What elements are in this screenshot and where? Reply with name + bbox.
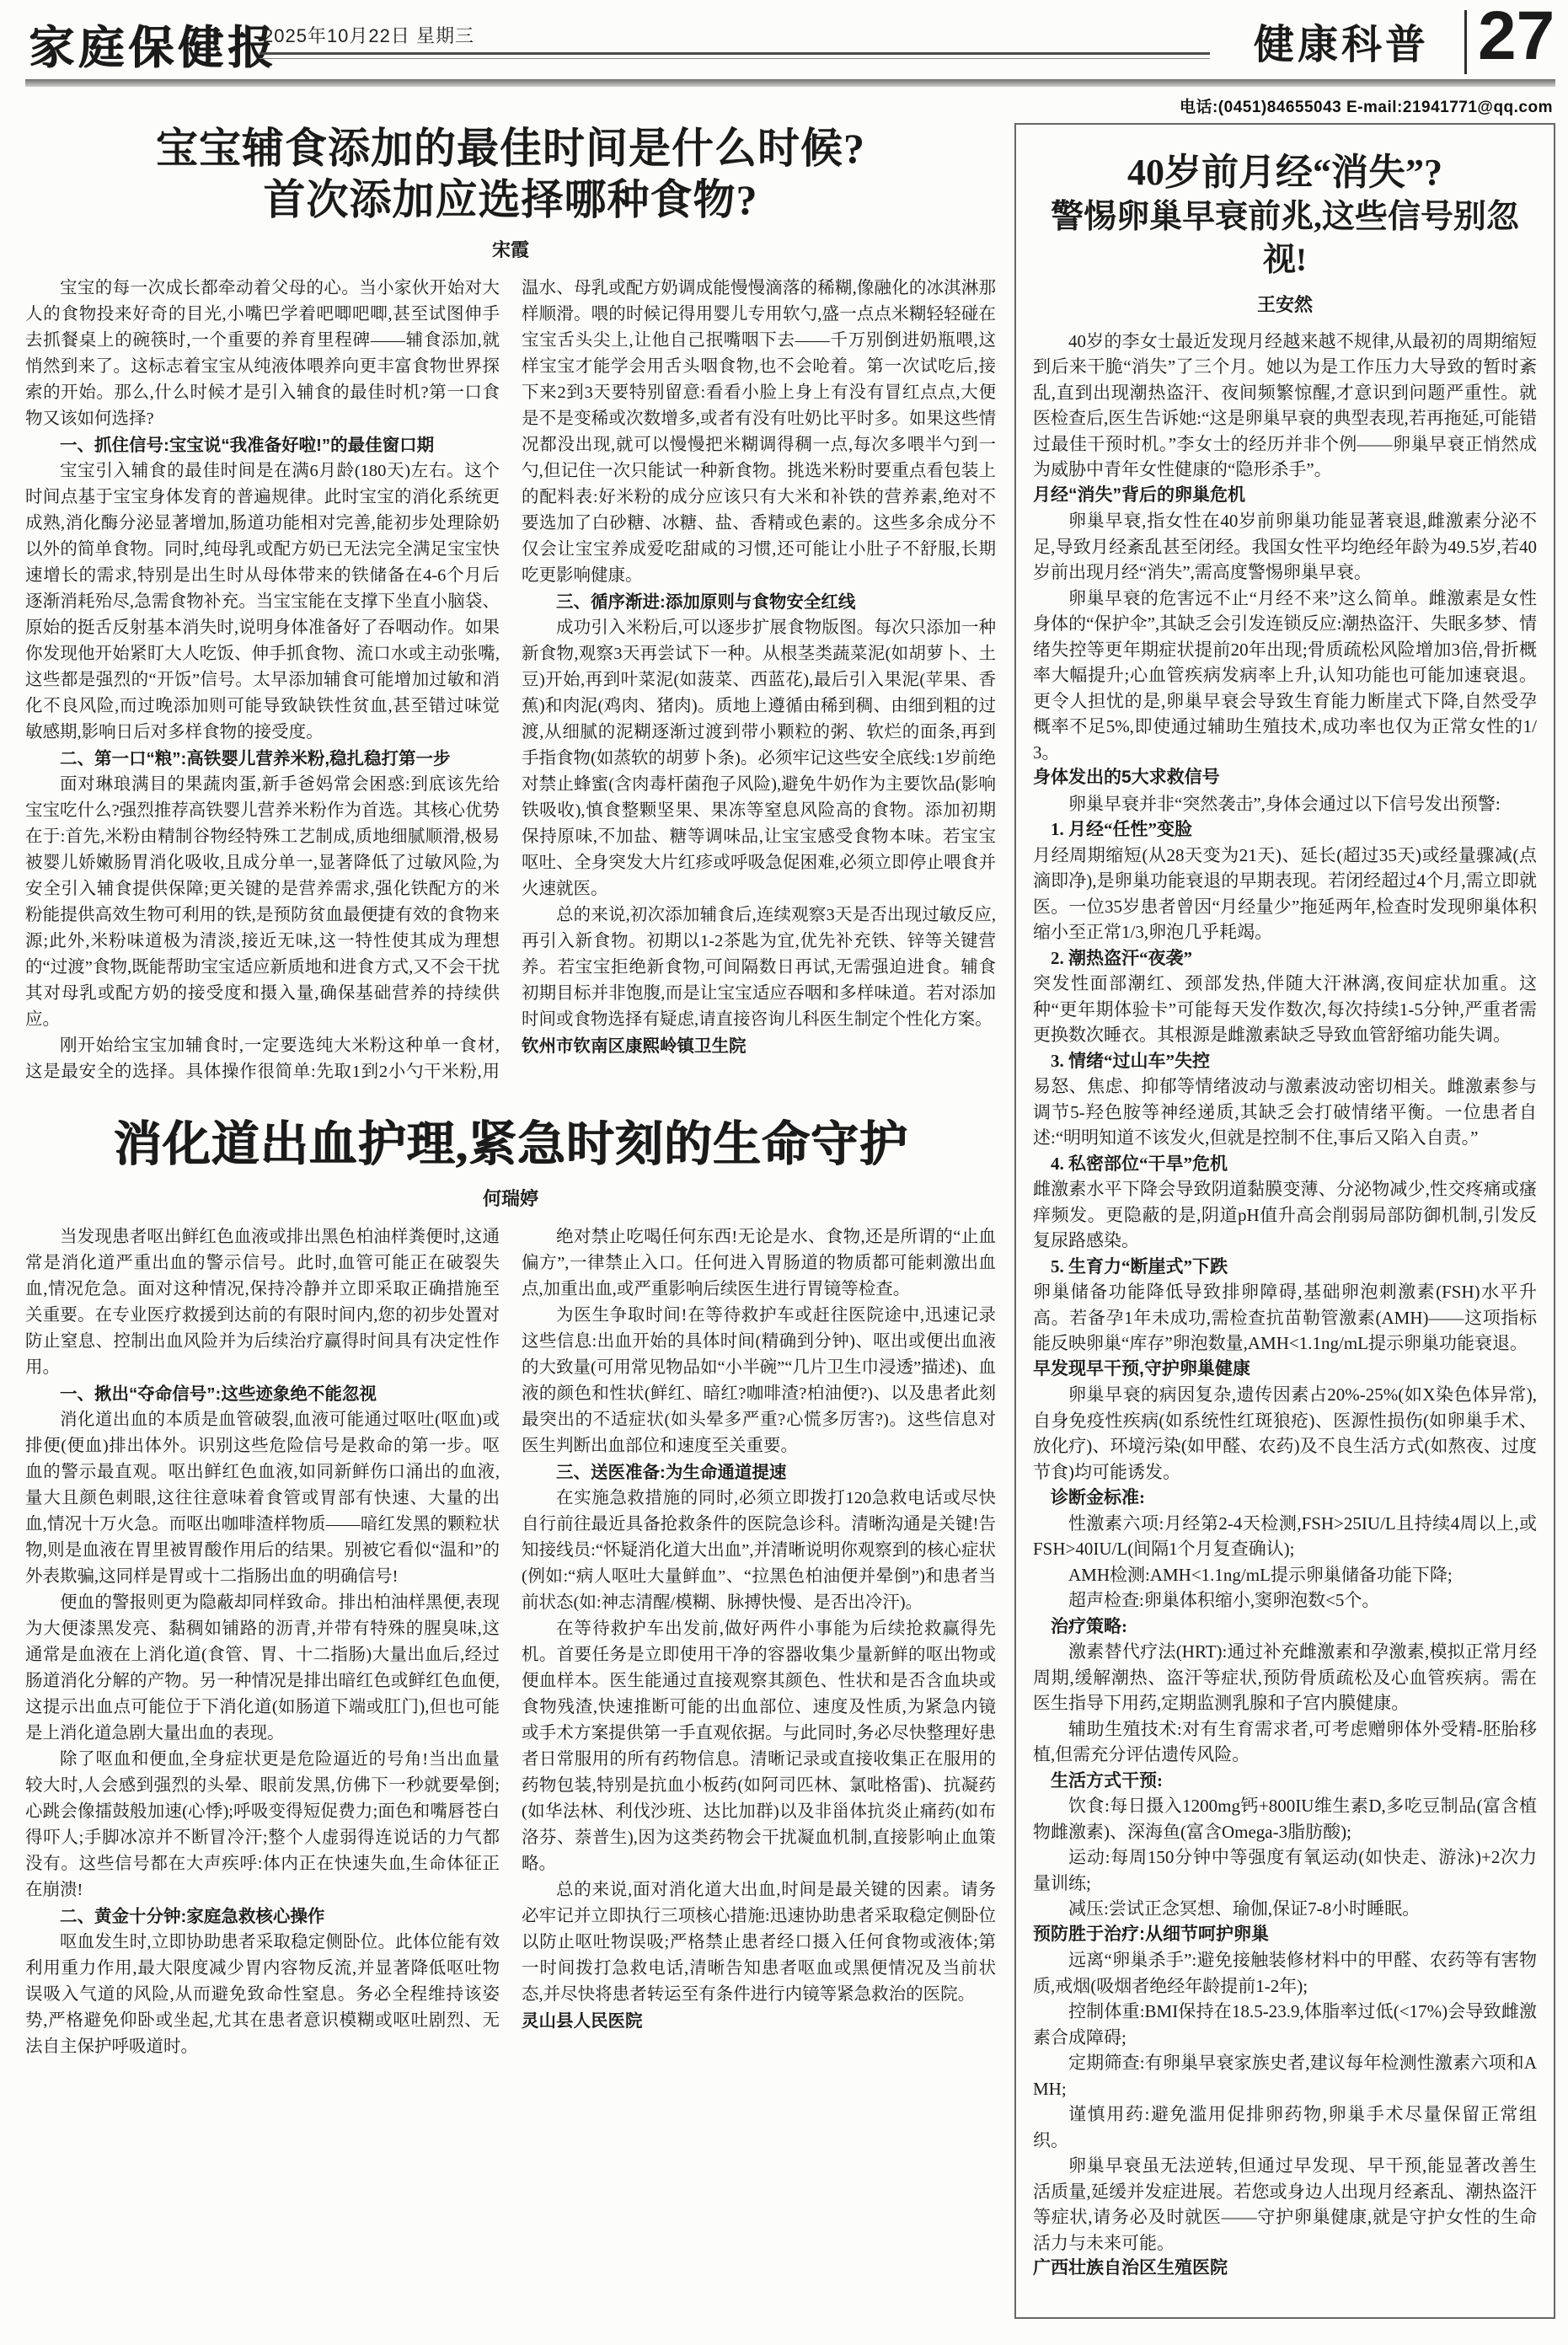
section-heading: 月经“消失”背后的卵巢危机 [1033, 485, 1245, 505]
article3-title-line2: 警惕卵巢早衰前兆,这些信号别忽视! [1051, 199, 1519, 278]
paragraph: 面对琳琅满目的果蔬肉蛋,新手爸妈常会困惑:到底该先给宝宝吃什么?强烈推荐高铁婴儿营养米粉作为首选。其核心优势在于:首先,米粉由精制谷物经特殊工艺制成,质地细腻顺滑,极易被婴儿娇嫩肠胃消化吸收,且成分单一,显著降低了过敏风险,为安全引入辅食提供保障;更关键的是营养需求,强化铁配方的米粉能提供高效生物可利用的铁,是预防贫血最便捷有效的食物来源;此外,米粉味道极为清淡,接近无味,这一特性使其成为理想的“过渡”食物,既能帮助宝宝适应新质地和进食方式,又不会干扰其对母乳或配方奶的接受度和摄入量,确保基础营养的持续供应。 [25, 775, 500, 1029]
paragraph: 宝宝引入辅食的最佳时间是在满6月龄(180天)左右。这个时间点基于宝宝身体发育的普遍规律。此时宝宝的消化系统更成熟,消化酶分泌显著增加,肠道功能相对完善,能初步处理除奶以外的简单食物。同时,纯母乳或配方奶已无法完全满足宝宝快速增长的需求,特别是出生时从母体带来的铁储备在4-6个月后逐渐消耗殆尽,急需食物补充。当宝宝能在支撑下坐直小脑袋、原始的挺舌反射基本消失时,说明身体准备好了吞咽动作。如果你发现他开始紧盯大人吃饭、伸手抓食物、流口水或主动张嘴,这些都是强烈的“开饭”信号。太早添加辅食可能增加过敏和消化不良风险,而过晚添加则可能导致缺铁性贫血,甚至错过味觉敏感期,影响日后对多样食物的接受度。 [25, 462, 500, 742]
paragraph: 月经周期缩短(从28天变为21天)、延长(超过35天)或经量骤减(点滴即净),是卵巢功能衰退的早期表现。若闭经超过4个月,需立即就医。一位35岁患者曾因“月经量少”拖延两年,检查时发现卵巢体积缩小至正常1/3,卵泡几乎耗竭。 [1033, 844, 1537, 943]
section-heading: 一、抓住信号:宝宝说“我准备好啦!”的最佳窗口期 [60, 436, 435, 455]
paragraph: 谨慎用药:避免滥用促排卵药物,卵巢手术尽量保留正常组织。 [1033, 2104, 1537, 2150]
attribution: 钦州市钦南区康熙岭镇卫生院 [522, 1036, 747, 1056]
paragraph: 卵巢早衰虽无法逆转,但通过早发现、早干预,能显著改善生活质量,延缓并发症进展。若您或身边人出现月经紊乱、潮热盗汗等症状,请务必及时就医——守护卵巢健康,就是守护女性的生命活力与未来可能。 [1033, 2155, 1537, 2253]
article-ovarian-failure-box [1014, 123, 1555, 2319]
paragraph: 易怒、焦虑、抑郁等情绪波动与激素波动密切相关。雌激素参与调节5-羟色胺等神经递质,其缺乏会打破情绪平衡。一位患者自述:“明明知道不该发火,但就是控制不住,事后又陷入自责。” [1033, 1076, 1537, 1148]
section-heading: 三、循序渐进:添加原则与食物安全红线 [556, 592, 856, 612]
paragraph: 辅助生殖技术:对有生育需求者,可考虑赠卵体外受精-胚胎移植,但需充分评估遗传风险。 [1033, 1718, 1537, 1765]
paragraph: 雌激素水平下降会导致阴道黏膜变薄、分泌物减少,性交疼痛或瘙痒频发。更隐蔽的是,阴道pH值升高会削弱局部防御机制,引发反复尿路感染。 [1033, 1179, 1537, 1251]
paragraph: 卵巢早衰,指女性在40岁前卵巢功能显著衰退,雌激素分泌不足,导致月经紊乱甚至闭经。我国女性平均绝经年龄为49.5岁,若40岁前出现月经“消失”,需高度警惕卵巢早衰。 [1033, 511, 1537, 583]
sub-heading: 5. 生育力“断崖式”下跌 [1051, 1255, 1228, 1277]
page-number-divider [1464, 10, 1467, 74]
article3-body [1033, 329, 1537, 2282]
left-articles-region [25, 123, 996, 2060]
paragraph: 卵巢早衰并非“突然袭击”,身体会通过以下信号发出预警: [1068, 793, 1501, 814]
sub-heading: 3. 情绪“过山车”失控 [1051, 1050, 1210, 1071]
paragraph: 在等待救护车出发前,做好两件小事能为后续抢救赢得先机。首要任务是立即使用干净的容器收集少量新鲜的呕出物或便血样本。医生能通过直接观察其颜色、性状和是否含血块或食物残渣,快速推断可能的出血部位、速度及性质,为紧急内镜或手术方案提供第一手直观依据。与此同时,务必尽快整理好患者日常服用的所有药物信息。清晰记录或直接收集正在服用的药物包装,特别是抗血小板药(如阿司匹林、氯吡格雷)、抗凝药(如华法林、利伐沙班、达比加群)以及非甾体抗炎止痛药(如布洛芬、萘普生),因为这类药物会干扰凝血机制,直接影响止血策略。 [522, 1619, 996, 1873]
header-rule [25, 79, 1555, 87]
article2-author: 何瑞婷 [482, 1187, 538, 1209]
article3-title-line1: 40岁前月经“消失”? [1127, 152, 1442, 193]
paragraph: 绝对禁止吃喝任何东西!无论是水、食物,还是所谓的“止血偏方”,一律禁止入口。任何进入胃肠道的物质都可能刺激出血点,加重出血,或严重影响后续医生进行胃镜等检查。 [522, 1227, 996, 1298]
paragraph: 40岁的李女士最近发现月经越来越不规律,从最初的周期缩短到后来干脆“消失”了三个月。她以为是工作压力大导致的暂时紊乱,直到出现潮热盗汗、夜间频繁惊醒,才意识到问题严重性。就医检查后,医生告诉她:“这是卵巢早衰的典型表现,若再拖延,可能错过最佳干预时机。”李女士的经历并非个例——卵巢早衰正悄然成为威胁中青年女性健康的“隐形杀手”。 [1033, 330, 1537, 480]
section-heading: 二、第一口“粮”:高铁婴儿营养米粉,稳扎稳打第一步 [60, 749, 451, 768]
article-gi-bleeding [25, 1116, 996, 2060]
attribution: 灵山县人民医院 [522, 2010, 643, 2031]
article3-title [1033, 148, 1537, 282]
paragraph: 卵巢储备功能降低导致排卵障碍,基础卵泡刺激素(FSH)水平升高。若备孕1年未成功,需检查抗苗勒管激素(AMH)——这项指标能反映卵巢“库存”卵泡数量,AMH<1.1ng/mL提示卵巢功能衰退。 [1033, 1282, 1537, 1354]
paragraph: 除了呕血和便血,全身症状更是危险逼近的号角!当出血量较大时,人会感到强烈的头晕、眼前发黑,仿佛下一秒就要晕倒;心跳会像擂鼓般加速(心悸);呼吸变得短促费力;面色和嘴唇苍白得吓人;手脚冰凉并不断冒冷汗;整个人虚弱得连说话的力气都没有。这些信号都在大声疾呼:体内正在快速失血,生命体征正在崩溃! [25, 1749, 500, 1899]
sub-heading: 1. 月经“任性”变脸 [1051, 819, 1192, 840]
section-heading: 二、黄金十分钟:家庭急救核心操作 [60, 1906, 325, 1926]
section-heading: 一、揪出“夺命信号”:这些迹象绝不能忽视 [60, 1384, 377, 1404]
sub-heading: 治疗策略: [1051, 1615, 1127, 1636]
paragraph: 宝宝的每一次成长都牵动着父母的心。当小家伙开始对大人的食物投来好奇的目光,小嘴巴学着吧唧吧唧,甚至试图伸手去抓餐桌上的碗筷时,一个重要的养育里程碑——辅食添加,就悄然到来了。这标志着宝宝从纯液体喂养向更丰富食物世界探索的开始。那么,什么时候才是引入辅食的最佳时机?第一口食物又该如何选择? [25, 279, 500, 428]
article1-body [25, 276, 996, 1085]
sub-heading: 生活方式干预: [1051, 1769, 1163, 1791]
paragraph: AMH检测:AMH<1.1ng/mL提示卵巢储备功能下降; [1068, 1564, 1453, 1585]
paragraph: 刚开始给宝宝加辅食时,一定要选纯大米粉这种单一食材,这是最安全的选择。具体操作很简单:先取1到2小勺干米粉,用温水、母乳或配方奶调成能慢慢滴落的稀糊,像融化的冰淇淋那样顺滑。喂的时候记得用婴儿专用软勺,盛一点点米糊轻轻碰在宝宝舌头尖上,让他自己抿嘴咽下去——千万别倒进奶瓶喂,这样宝宝才能学会用舌头咽食物,也不会呛着。第一次试吃后,接下来2到3天要特别留意:看看小脸上身上有没有冒红点点,大便是不是变稀或次数增多,或者有没有吐奶比平时多。如果这些情况都没出现,就可以慢慢把米糊调得稠一点,每次多喂半勺到一勺,但记住一次只能试一种新食物。挑选米粉时要重点看包装上的配料表:好米粉的成分应该只有大米和补铁的营养素,绝对不要选加了白砂糖、冰糖、盐、香精或色素的。这些多余成分不仅会让宝宝养成爱吃甜咸的习惯,还可能让小肚子不舒服,长期吃更影响健康。 [25, 279, 996, 1081]
article2-body [25, 1224, 996, 2060]
paragraph: 激素替代疗法(HRT):通过补充雌激素和孕激素,模拟正常月经周期,缓解潮热、盗汗等症状,预防骨质疏松及心血管疾病。需在医生指导下用药,定期监测乳腺和子宫内膜健康。 [1033, 1641, 1537, 1714]
paragraph: 总的来说,初次添加辅食后,连续观察3天是否出现过敏反应,再引入新食物。初期以1-2茶匙为宜,优先补充铁、锌等关键营养。若宝宝拒绝新食物,可间隔数日再试,无需强迫进食。辅食初期目标并非饱腹,而是让宝宝适应吞咽和多样味道。若对添加时间或食物选择有疑虑,请直接咨询儿科医生制定个性化方案。 [522, 906, 996, 1029]
section-heading: 预防胜于治疗:从细节呵护卵巢 [1033, 1924, 1269, 1944]
issue-date: 2025年10月22日 星期三 [263, 25, 474, 46]
paragraph: 卵巢早衰的病因复杂,遗传因素占20%-25%(如X染色体异常),自身免疫性疾病(如系统性红斑狼疮)、医源性损伤(如卵巢手术、放化疗)、环境污染(如甲醛、农药)及不良生活方式(如熬夜、过度节食)均可能诱发。 [1033, 1384, 1537, 1482]
paragraph: 为医生争取时间!在等待救护车或赶往医院途中,迅速记录这些信息:出血开始的具体时间(精确到分钟)、呕出或便出血液的大致量(可用常见物品如“小半碗”“几片卫生巾浸透”描述)、血液的颜色和性状(鲜红、暗红?咖啡渣?柏油便?)、以及患者此刻最突出的不适症状(如头晕多严重?心慌多厉害?)。这些信息对医生判断出血部位和速度至关重要。 [522, 1305, 996, 1455]
section-title: 健康科普 [1254, 23, 1430, 67]
article1-title-line2: 首次添加应选择哪种食物? [263, 176, 758, 223]
paragraph: 呕血发生时,立即协助患者采取稳定侧卧位。此体位能有效利用重力作用,最大限度减少胃内容物反流,并显著降低呕吐物误吸入气道的风险,从而避免致命性窒息。务必全程维持该姿势,严格避免仰卧或坐起,尤其在患者意识模糊或呕吐剧烈、无法自主保护呼吸道时。 [25, 1932, 500, 2056]
article3-author: 王安然 [1256, 293, 1313, 315]
paragraph: 在实施急救措施的同时,必须立即拨打120急救电话或尽快自行前往最近具备抢救条件的医院急诊科。清晰沟通是关键!告知接线员:“怀疑消化道大出血”,并清晰说明你观察到的核心症状(例如:“病人呕吐大量鲜血”、“拉黑色柏油便并晕倒”)和患者当前状态(如:神志清醒/模糊、脉搏快慢、是否出冷汗)。 [522, 1488, 996, 1612]
section-heading: 身体发出的5大求救信号 [1033, 768, 1220, 788]
section-heading: 三、送医准备:为生命通道提速 [556, 1462, 787, 1482]
paragraph: 性激素六项:月经第2-4天检测,FSH>25IU/L且持续4周以上,或FSH>40IU/L(间隔1个月复查确认); [1033, 1512, 1537, 1560]
paragraph: 消化道出血的本质是血管破裂,血液可能通过呕吐(呕血)或排便(便血)排出体外。识别这些危险信号是救命的第一步。呕血的警示最直观。呕出鲜红色血液,如同新鲜伤口涌出的血液,量大且颜色刺眼,这往往意味着食管或胃部有快速、大量的出血,情况十万火急。而呕出咖啡渣样物质——暗红发黑的颗粒状物,则是血液在胃里被胃酸作用后的结果。别被它看似“温和”的外表欺骗,这同样是胃或十二指肠出血的明确信号! [25, 1410, 500, 1586]
page-number: 27 [1478, 0, 1555, 74]
section-heading: 早发现早干预,守护卵巢健康 [1033, 1358, 1250, 1379]
article1-title-line1: 宝宝辅食添加的最佳时间是什么时候? [156, 125, 865, 172]
paragraph: 超声检查:卵巢体积缩小,窦卵泡数<5个。 [1068, 1590, 1380, 1611]
paragraph: 当发现患者呕出鲜红色血液或排出黑色柏油样粪便时,这通常是消化道严重出血的警示信号。此时,血管可能正在破裂失血,情况危急。面对这种情况,保持冷静并立即采取正确措施至关重要。在专业医疗救援到达前的有限时间内,您的初步处置对防止窒息、控制出血风险并为后续治疗赢得时间具有决定性作用。 [25, 1227, 500, 1377]
paragraph: 运动:每周150分钟中等强度有氧运动(如快走、游泳)+2次力量训练; [1033, 1847, 1537, 1893]
article-baby-food [25, 123, 996, 1085]
sub-heading: 诊断金标准: [1051, 1487, 1145, 1508]
newspaper-masthead: 家庭保健报 [29, 23, 277, 73]
paragraph: 成功引入米粉后,可以逐步扩展食物版图。每次只添加一种新食物,观察3天再尝试下一种。从根茎类蔬菜泥(如胡萝卜、土豆)开始,再到叶菜泥(如菠菜、西蓝花),最后引入果泥(苹果、香蕉)和肉泥(鸡肉、猪肉)。质地上遵循由稀到稠、由细到粗的过渡,从细腻的泥糊逐渐过渡到带小颗粒的粥、软烂的面条,再到手指食物(如蒸软的胡萝卜条)。必须牢记这些安全底线:1岁前绝对禁止蜂蜜(含肉毒杆菌孢子风险),避免牛奶作为主要饮品(影响铁吸收),慎食整颗坚果、果冻等窒息风险高的食物。添加初期保持原味,不加盐、糖等调味品,让宝宝感受食物本味。若宝宝呕吐、全身突发大片红疹或呼吸急促困难,必须立即停止喂食并火速就医。 [522, 618, 996, 898]
paragraph: 定期筛查:有卵巢早衰家族史者,建议每年检测性激素六项和AMH; [1033, 2053, 1537, 2099]
paragraph: 突发性面部潮红、颈部发热,伴随大汗淋漓,夜间症状加重。这种“更年期体验卡”可能每天发作数次,每次持续1-5分钟,严重者需更换数次睡衣。其根源是雌激素缺乏导致血管舒缩功能失调。 [1033, 973, 1537, 1046]
attribution: 广西壮族自治区生殖医院 [1033, 2258, 1228, 2278]
paragraph: 远离“卵巢杀手”:避免接触装修材料中的甲醛、农药等有害物质,戒烟(吸烟者绝经年龄提前1-2年); [1033, 1950, 1537, 1996]
article1-author: 宋霞 [491, 239, 529, 260]
contact-line: 电话:(0451)84655043 E-mail:21941771@qq.com [1179, 99, 1553, 116]
paragraph: 卵巢早衰的危害远不止“月经不来”这么简单。雌激素是女性身体的“保护伞”,其缺乏会引发连锁反应:潮热盗汗、失眠多梦、情绪失控等更年期症状提前20年出现;骨质疏松风险增加3倍,骨折概率大幅提升;心血管疾病发病率上升,认知功能也可能加速衰退。更令人担忧的是,卵巢早衰会导致生育能力断崖式下降,自然受孕概率不足5%,即使通过辅助生殖技术,成功率也仅为正常女性的1/3。 [1033, 587, 1537, 763]
date-divider-rule [260, 52, 1210, 59]
paragraph: 减压:尝试正念冥想、瑜伽,保证7-8小时睡眠。 [1068, 1898, 1421, 1919]
article2-title: 消化道出血护理,紧急时刻的生命守护 [113, 1118, 908, 1171]
paragraph: 总的来说,面对消化道大出血,时间是最关键的因素。请务必牢记并立即执行三项核心措施:迅速协助患者采取稳定侧卧位以防止呕吐物误吸;严格禁止患者经口摄入任何食物或液体;第一时间拨打急救电话,清晰告知患者呕血或黑便情况及当前状态,并尽快将患者转运至有条件进行内镜等紧急救治的医院。 [522, 1880, 996, 2004]
sub-heading: 4. 私密部位“干旱”危机 [1051, 1153, 1228, 1174]
sub-heading: 2. 潮热盗汗“夜袭” [1051, 947, 1192, 968]
paragraph: 控制体重:BMI保持在18.5-23.9,体脂率过低(<17%)会导致雌激素合成障碍; [1033, 2001, 1537, 2048]
paragraph: 饮食:每日摄入1200mg钙+800IU维生素D,多吃豆制品(富含植物雌激素)、深海鱼(富含Omega-3脂肪酸); [1033, 1796, 1537, 1842]
paragraph: 便血的警报则更为隐蔽却同样致命。排出柏油样黑便,表现为大便漆黑发亮、黏稠如铺路的沥青,并带有特殊的腥臭味,这通常是血液在上消化道(食管、胃、十二指肠)大量出血后,经过肠道消化分解的产物。另一种情况是排出暗红色或鲜红色血便,这提示出血点可能位于下消化道(如肠道下端或肛门),但也可能是上消化道急剧大量出血的表现。 [25, 1593, 500, 1743]
